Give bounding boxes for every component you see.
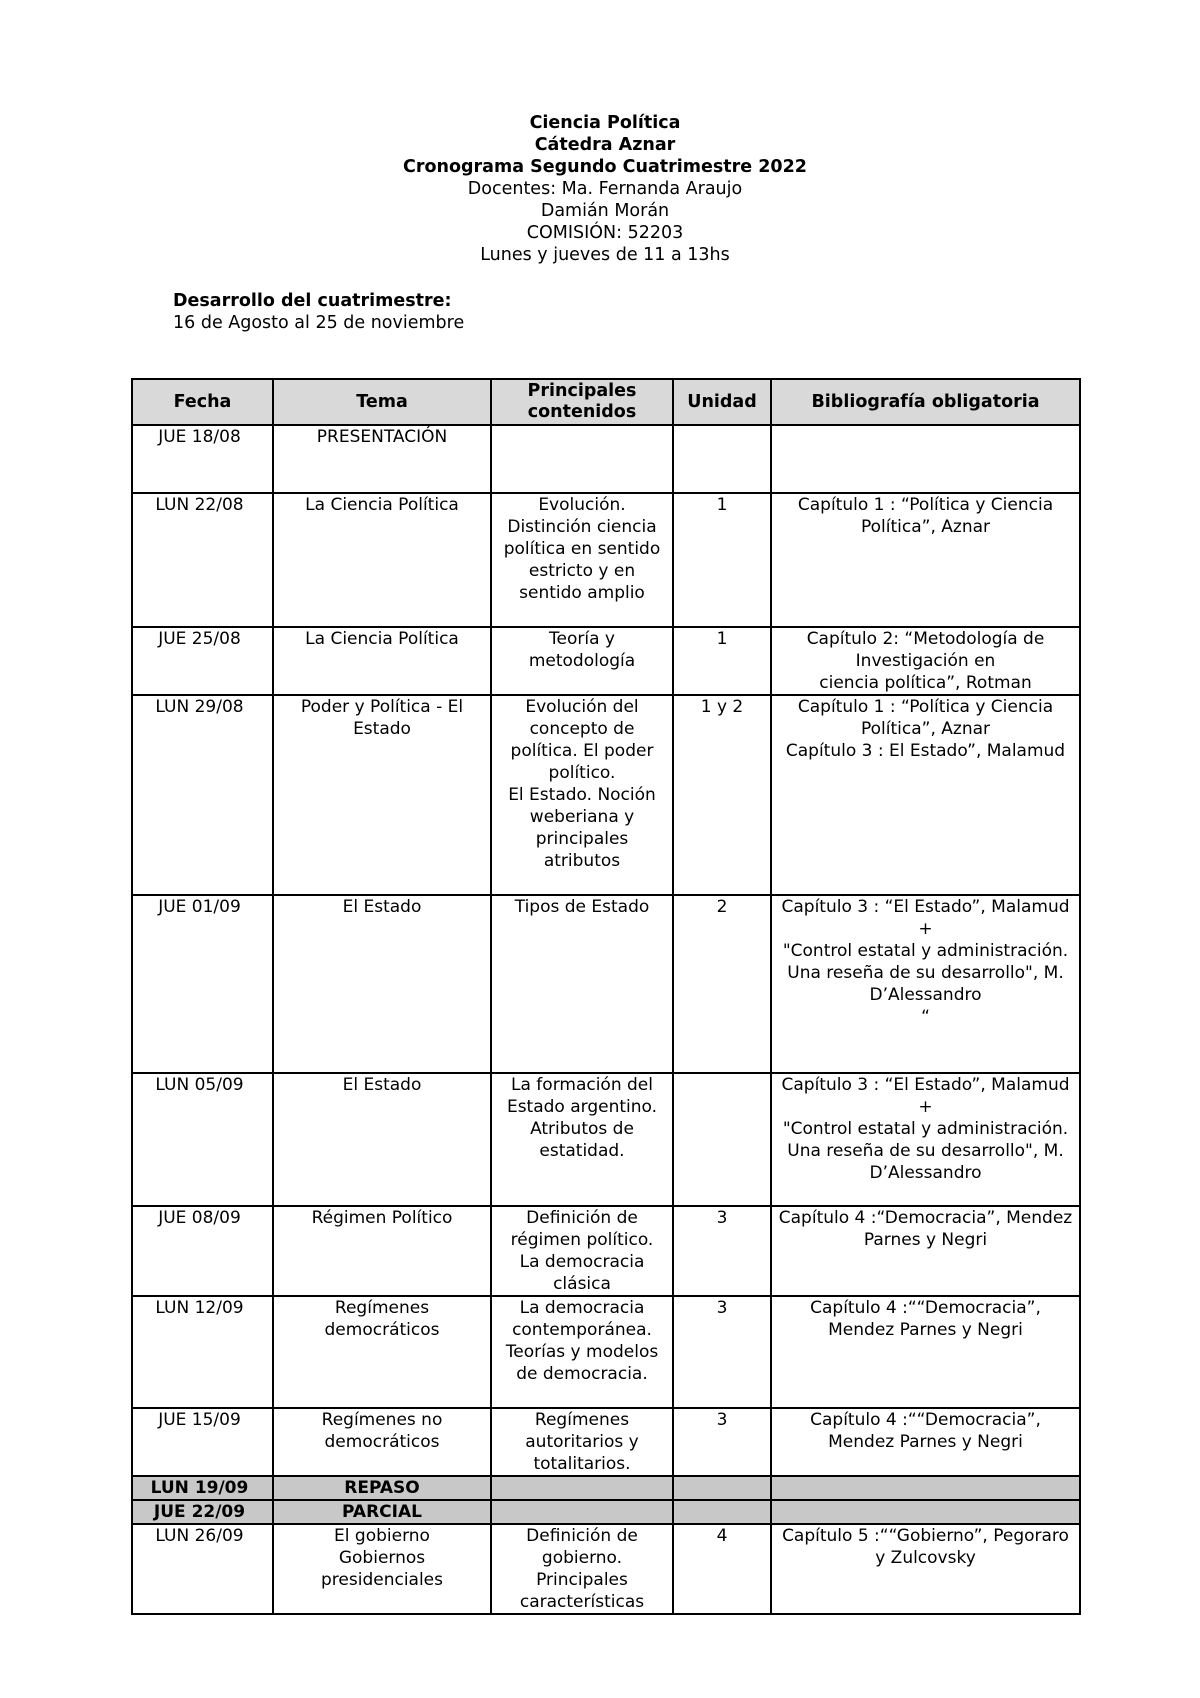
table-row (132, 895, 1080, 1073)
cell-contenidos: Evolución. Distinción ciencia política en sentido estricto y en sentido amplio (491, 493, 673, 627)
cell-contenidos: La democracia contemporánea. Teorías y modelos de democracia. (491, 1296, 673, 1408)
cell-tema: PARCIAL (273, 1500, 491, 1524)
cell-bibliografia: Capítulo 2: “Metodología de Investigación en ciencia política”, Rotman (771, 627, 1080, 695)
teacher-name: Damián Morán (540, 201, 670, 221)
cell-unidad: 2 (673, 895, 771, 1073)
cell-contenidos: Tipos de Estado (491, 895, 673, 1073)
cell-contenidos (491, 1476, 673, 1500)
cell-bibliografia (771, 1500, 1080, 1524)
cell-contenidos: Evolución del concepto de política. El poder político. El Estado. Noción weberiana y principales atributos (491, 695, 673, 895)
cell-contenidos (491, 1500, 673, 1524)
cell-tema: Régimen Político (273, 1206, 491, 1296)
schedule-hours: Lunes y jueves de 11 a 13hs (480, 245, 730, 265)
cell-bibliografia: Capítulo 4 :““Democracia”, Mendez Parnes y Negri (771, 1296, 1080, 1408)
chair-name: Cátedra Aznar (534, 135, 676, 155)
table-header-row (132, 379, 1080, 425)
schedule-title: Cronograma Segundo Cuatrimestre 2022 (403, 157, 807, 177)
table-row (132, 493, 1080, 627)
cell-bibliografia (771, 425, 1080, 493)
header-fecha: Fecha (132, 379, 273, 425)
cell-unidad (673, 1476, 771, 1500)
table-row (132, 1500, 1080, 1524)
cell-unidad: 1 y 2 (673, 695, 771, 895)
cell-bibliografia: Capítulo 3 : “El Estado”, Malamud + "Control estatal y administración. Una reseña de su desarrollo", M. D’Alessandro “ (771, 895, 1080, 1073)
table-row (132, 627, 1080, 695)
cell-tema: Poder y Política - El Estado (273, 695, 491, 895)
cell-bibliografia: Capítulo 4 :“Democracia”, Mendez Parnes y Negri (771, 1206, 1080, 1296)
table-row (132, 1524, 1080, 1614)
cell-fecha: LUN 22/08 (132, 493, 273, 627)
cell-fecha: JUE 18/08 (132, 425, 273, 493)
cell-unidad (673, 1073, 771, 1206)
term-info (173, 290, 464, 334)
cell-unidad: 3 (673, 1296, 771, 1408)
cell-fecha: JUE 08/09 (132, 1206, 273, 1296)
table-row (132, 695, 1080, 895)
cell-unidad: 3 (673, 1408, 771, 1476)
cell-fecha: LUN 19/09 (132, 1476, 273, 1500)
cell-tema: Regímenes no democráticos (273, 1408, 491, 1476)
cell-tema: La Ciencia Política (273, 493, 491, 627)
term-info-title: Desarrollo del cuatrimestre: (173, 291, 452, 311)
cell-contenidos: Regímenes autoritarios y totalitarios. (491, 1408, 673, 1476)
cell-bibliografia: Capítulo 1 : “Política y Ciencia Política”, Aznar Capítulo 3 : El Estado”, Malamud (771, 695, 1080, 895)
cell-bibliografia: Capítulo 1 : “Política y Ciencia Política”, Aznar (771, 493, 1080, 627)
cell-tema: La Ciencia Política (273, 627, 491, 695)
table-row (132, 1476, 1080, 1500)
table-row (132, 1206, 1080, 1296)
cell-fecha: JUE 22/09 (132, 1500, 273, 1524)
teachers-line: Docentes: Ma. Fernanda Araujo (467, 179, 743, 199)
header-tema: Tema (273, 379, 491, 425)
cell-tema: PRESENTACIÓN (273, 425, 491, 493)
commission-line: COMISIÓN: 52203 (526, 223, 684, 243)
cell-unidad (673, 1500, 771, 1524)
course-title: Ciencia Política (529, 113, 681, 133)
cell-contenidos: La formación del Estado argentino. Atributos de estatidad. (491, 1073, 673, 1206)
cell-fecha: LUN 05/09 (132, 1073, 273, 1206)
cell-tema: REPASO (273, 1476, 491, 1500)
table-row (132, 1073, 1080, 1206)
cell-contenidos: Definición de régimen político. La democracia clásica (491, 1206, 673, 1296)
cell-bibliografia: Capítulo 3 : “El Estado”, Malamud + "Control estatal y administración. Una reseña de su desarrollo", M. D’Alessandro (771, 1073, 1080, 1206)
table-row (132, 1296, 1080, 1408)
cell-unidad: 4 (673, 1524, 771, 1614)
header-bibliografia: Bibliografía obligatoria (771, 379, 1080, 425)
cell-unidad: 1 (673, 493, 771, 627)
cell-tema: Regímenes democráticos (273, 1296, 491, 1408)
schedule-table (131, 378, 1081, 1615)
cell-unidad (673, 425, 771, 493)
cell-fecha: JUE 25/08 (132, 627, 273, 695)
cell-contenidos: Teoría y metodología (491, 627, 673, 695)
cell-tema: El gobierno Gobiernos presidenciales (273, 1524, 491, 1614)
cell-bibliografia (771, 1476, 1080, 1500)
cell-tema: El Estado (273, 1073, 491, 1206)
cell-contenidos (491, 425, 673, 493)
cell-tema: El Estado (273, 895, 491, 1073)
cell-unidad: 1 (673, 627, 771, 695)
cell-fecha: LUN 26/09 (132, 1524, 273, 1614)
header-contenidos: Principales contenidos (491, 379, 673, 425)
cell-fecha: JUE 15/09 (132, 1408, 273, 1476)
cell-contenidos: Definición de gobierno. Principales características (491, 1524, 673, 1614)
document-header (0, 112, 1200, 266)
cell-fecha: JUE 01/09 (132, 895, 273, 1073)
cell-unidad: 3 (673, 1206, 771, 1296)
cell-bibliografia: Capítulo 4 :““Democracia”, Mendez Parnes y Negri (771, 1408, 1080, 1476)
cell-fecha: LUN 29/08 (132, 695, 273, 895)
cell-bibliografia: Capítulo 5 :““Gobierno”, Pegoraro y Zulcovsky (771, 1524, 1080, 1614)
table-row (132, 1408, 1080, 1476)
table-row (132, 425, 1080, 493)
header-unidad: Unidad (673, 379, 771, 425)
term-info-range: 16 de Agosto al 25 de noviembre (173, 313, 465, 333)
cell-fecha: LUN 12/09 (132, 1296, 273, 1408)
